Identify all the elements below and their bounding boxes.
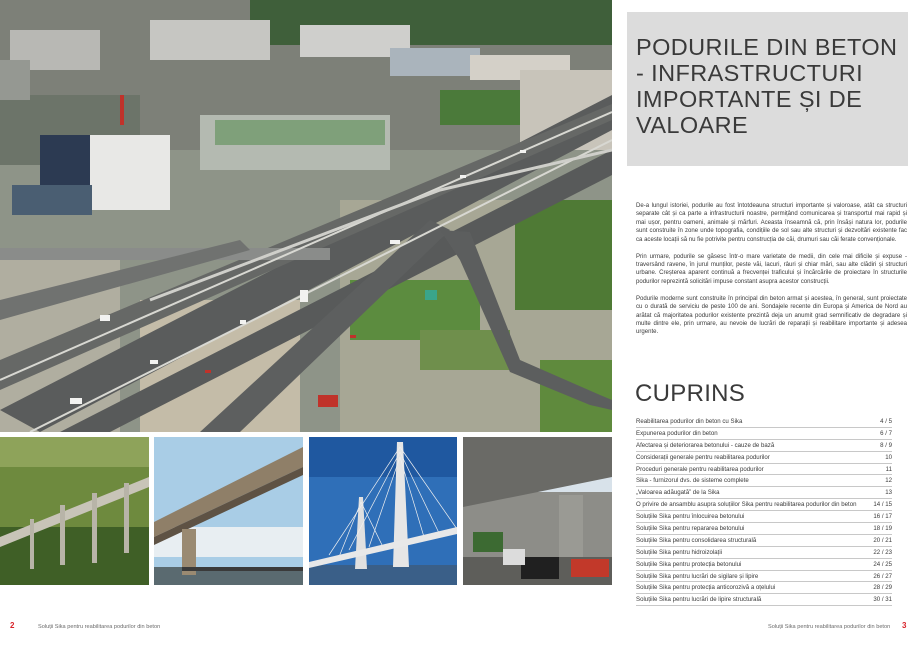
title-box: [627, 12, 908, 166]
toc-label: „Valoarea adăugată” de la Sika: [636, 489, 720, 497]
intro-paragraph: Podurile moderne sunt construite în principal din beton armat și acestea, în general, sunt proiectate cu o durată de serviciu de peste 100 de ani. Sondajele recente din Europa și America de Nord au arătat că majoritatea podurilor existente prezintă deja un anumit grad semnificativ de degradare și multe dintre ele, prin urmare, au nevoie de lucrări de reparații și reabilitare importante și adesea urgente.: [636, 295, 907, 336]
table-of-contents: [636, 416, 892, 606]
toc-page: 18 / 19: [873, 524, 892, 532]
toc-row[interactable]: [636, 523, 892, 535]
toc-label: Soluțiile Sika pentru repararea betonului: [636, 524, 745, 532]
toc-page: 11: [885, 465, 892, 473]
toc-page: 12: [885, 477, 892, 485]
toc-row[interactable]: [636, 416, 892, 428]
toc-label: O privire de ansamblu asupra soluțiilor Sika pentru reabilitarea podurilor din beton: [636, 501, 857, 509]
toc-row[interactable]: [636, 511, 892, 523]
toc-label: Expunerea podurilor din beton: [636, 429, 718, 437]
intro-paragraph: De-a lungul istoriei, podurile au fost întotdeauna structuri importante și valoroase, atât ca structuri separate cât și ca parte a infrastructurii noastre, permițând comunicarea și transportul mai rapid și mai ușor, pentru oameni, animale și mărfuri. Aceasta înseamnă că, prin însăși natura lor, podurile sunt construite în zone unde topografia, condițiile de sol sau alte structuri și dezvoltări existente fac ca aceste locații să nu fie potrivite pentru construcția de căi, drumuri sau căi ferate convenționale.: [636, 203, 907, 243]
toc-page: 22 / 23: [873, 548, 892, 556]
toc-label: Soluțiile Sika pentru protecția anticorozivă a oțelului: [636, 584, 776, 592]
toc-row[interactable]: [636, 452, 892, 464]
toc-row[interactable]: [636, 582, 892, 594]
footer-text-left: Soluții Sika pentru reabilitarea podurilor din beton: [38, 624, 161, 630]
toc-page: 6 / 7: [880, 429, 892, 437]
arched-viaduct-photo: [0, 437, 149, 585]
cable-stayed-bridge-photo: [309, 437, 457, 585]
toc-page: 13: [885, 489, 892, 497]
toc-page: 30 / 31: [873, 596, 892, 604]
toc-page: 24 / 25: [873, 560, 892, 568]
toc-row[interactable]: [636, 428, 892, 440]
toc-row[interactable]: [636, 535, 892, 547]
page-number-right: 3: [902, 621, 907, 630]
toc-label: Proceduri generale pentru reabilitarea podurilor: [636, 465, 764, 473]
toc-row[interactable]: [636, 464, 892, 476]
toc-page: 4 / 5: [880, 417, 892, 425]
toc-page: 10: [885, 453, 892, 461]
page-number-left: 2: [10, 621, 15, 630]
elevated-highway-underside-photo: [463, 437, 612, 585]
toc-row[interactable]: [636, 475, 892, 487]
toc-page: 28 / 29: [873, 584, 892, 592]
footer-text-right: Soluții Sika pentru reabilitarea podurilor din beton: [768, 624, 891, 630]
toc-row[interactable]: [636, 547, 892, 559]
toc-page: 26 / 27: [873, 572, 892, 580]
toc-label: Considerații generale pentru reabilitarea podurilor: [636, 453, 770, 461]
toc-label: Soluțiile Sika pentru înlocuirea betonului: [636, 513, 745, 521]
toc-row[interactable]: [636, 571, 892, 583]
toc-label: Soluțiile Sika pentru consolidarea structurală: [636, 536, 757, 544]
toc-row[interactable]: [636, 487, 892, 499]
toc-page: 14 / 15: [873, 501, 892, 509]
toc-label: Soluțiile Sika pentru protecția betonului: [636, 560, 742, 568]
toc-label: Sika - furnizorul dvs. de sisteme complete: [636, 477, 749, 485]
intro-text: [636, 202, 907, 345]
toc-row[interactable]: [636, 440, 892, 452]
page-title: PODURILE DIN BETON - INFRASTRUCTURI IMPORTANTE ȘI DE VALOARE: [636, 34, 898, 138]
cuprins-heading: CUPRINS: [635, 380, 746, 407]
toc-label: Afectarea și deteriorarea betonului - cauze de bază: [636, 441, 775, 449]
toc-label: Soluțiile Sika pentru lucrări de sigilare și lipire: [636, 572, 759, 580]
girder-bridge-photo: [154, 437, 303, 585]
toc-page: 20 / 21: [873, 536, 892, 544]
toc-row[interactable]: [636, 559, 892, 571]
toc-page: 16 / 17: [873, 513, 892, 521]
toc-label: Reabilitarea podurilor din beton cu Sika: [636, 417, 743, 425]
toc-label: Soluțiile Sika pentru hidroizolații: [636, 548, 723, 556]
toc-row[interactable]: [636, 499, 892, 511]
toc-label: Soluțiile Sika pentru lucrări de lipire structurală: [636, 596, 762, 604]
toc-row[interactable]: [636, 594, 892, 606]
intro-paragraph: Prin urmare, podurile se găsesc într-o mare varietate de medii, din cele mai dificile și expuse - traversând ravene, în jurul munților, peste văi, lacuri, râuri și chiar mări, sau alte clădiri și structuri urbane. Creșterea aparent continuă a frecvenței traficului și încărcările de proiectare în structurile podurilor reprezintă solicitări impuse constant asupra acestor construcții.: [636, 253, 907, 285]
aerial-highway-interchange-photo: [0, 0, 612, 432]
toc-page: 8 / 9: [880, 441, 892, 449]
